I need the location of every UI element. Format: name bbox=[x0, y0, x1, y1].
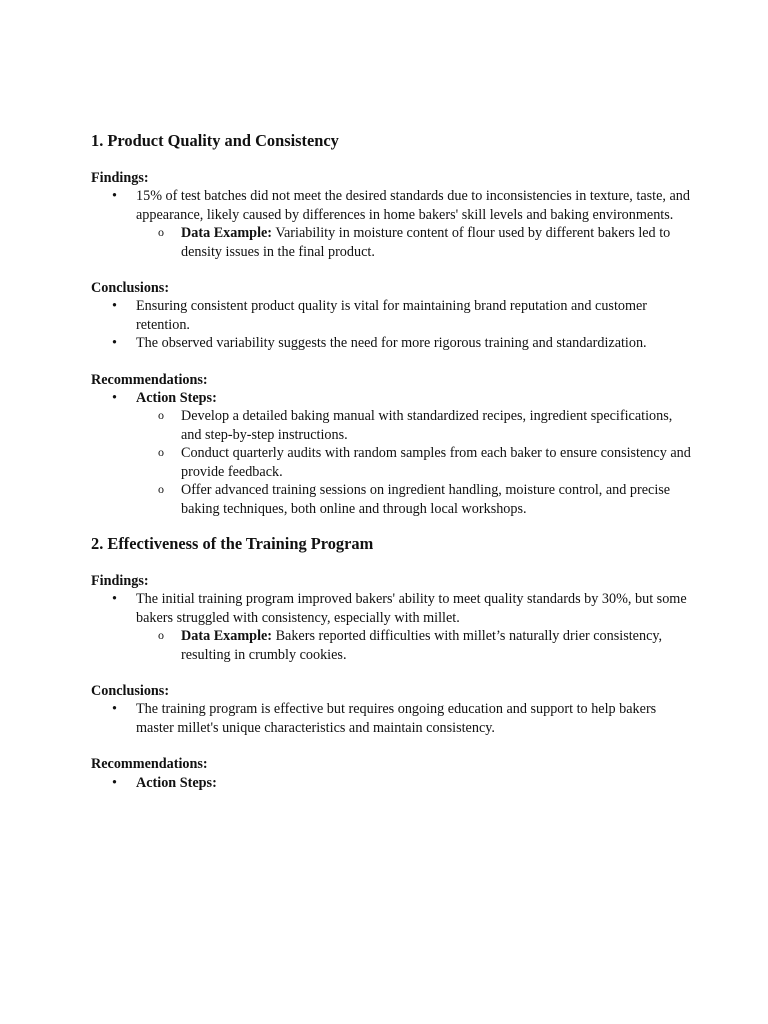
list-item bbox=[91, 590, 691, 664]
list-item bbox=[91, 187, 691, 261]
data-example-text: Variability in moisture content of flour used by different bakers led to density issues in the final product. bbox=[181, 225, 671, 260]
section-heading: 2. Effectiveness of the Training Program bbox=[91, 533, 374, 553]
data-example-label: Data Example: bbox=[181, 225, 273, 242]
conclusions-label: Conclusions: bbox=[91, 280, 170, 297]
findings-list bbox=[91, 187, 691, 261]
findings-list bbox=[91, 590, 691, 664]
findings-label: Findings: bbox=[91, 572, 149, 589]
conclusions-list bbox=[91, 700, 691, 737]
finding-text: The initial training program improved bakers' ability to meet quality standards by 30%, but some bakers struggled with consistency, especially with millet. bbox=[136, 591, 687, 626]
list-item: • Ensuring consistent product quality is vital for maintaining brand reputation and customer retention. bbox=[91, 297, 691, 334]
section-heading: 1. Product Quality and Consistency bbox=[91, 131, 339, 150]
recommendations-label: Recommendations: bbox=[91, 756, 208, 773]
finding-text: 15% of test batches did not meet the desired standards due to inconsistencies in texture, taste, and appearance, likely caused by differences in home bakers' skill levels and baking environments. bbox=[136, 188, 690, 223]
list-item bbox=[91, 389, 691, 518]
conclusions-label: Conclusions: bbox=[91, 682, 170, 699]
recommendations-label: Recommendations: bbox=[91, 371, 208, 388]
document-page bbox=[91, 131, 691, 792]
sub-list bbox=[136, 224, 691, 261]
recommendations-list bbox=[91, 774, 691, 792]
sub-list-item bbox=[136, 224, 691, 261]
list-item bbox=[91, 774, 691, 792]
sub-list-item: o Conduct quarterly audits with random samples from each baker to ensure consistency and provide feedback. bbox=[136, 444, 691, 481]
sub-list-item: o Develop a detailed baking manual with standardized recipes, ingredient specifications, and step-by-step instructions. bbox=[136, 407, 691, 444]
action-steps-label: Action Steps: bbox=[136, 390, 217, 407]
sub-list bbox=[136, 627, 691, 664]
action-steps-label: Action Steps: bbox=[136, 774, 217, 791]
findings-label: Findings: bbox=[91, 170, 149, 186]
list-item: • The observed variability suggests the need for more rigorous training and standardization. bbox=[91, 334, 691, 352]
data-example-text: Bakers reported difficulties with millet’s naturally drier consistency, resulting in crumbly cookies. bbox=[181, 628, 663, 663]
action-steps-list bbox=[136, 407, 691, 517]
recommendations-list bbox=[91, 389, 691, 518]
conclusions-list bbox=[91, 297, 691, 352]
sub-list-item: o Offer advanced training sessions on ingredient handling, moisture control, and precise baking techniques, both online and through local workshops. bbox=[136, 481, 691, 518]
data-example-label: Data Example: bbox=[181, 628, 273, 645]
list-item: • The training program is effective but requires ongoing education and support to help bakers master millet's unique characteristics and maintain consistency. bbox=[91, 700, 691, 737]
sub-list-item bbox=[136, 627, 691, 664]
